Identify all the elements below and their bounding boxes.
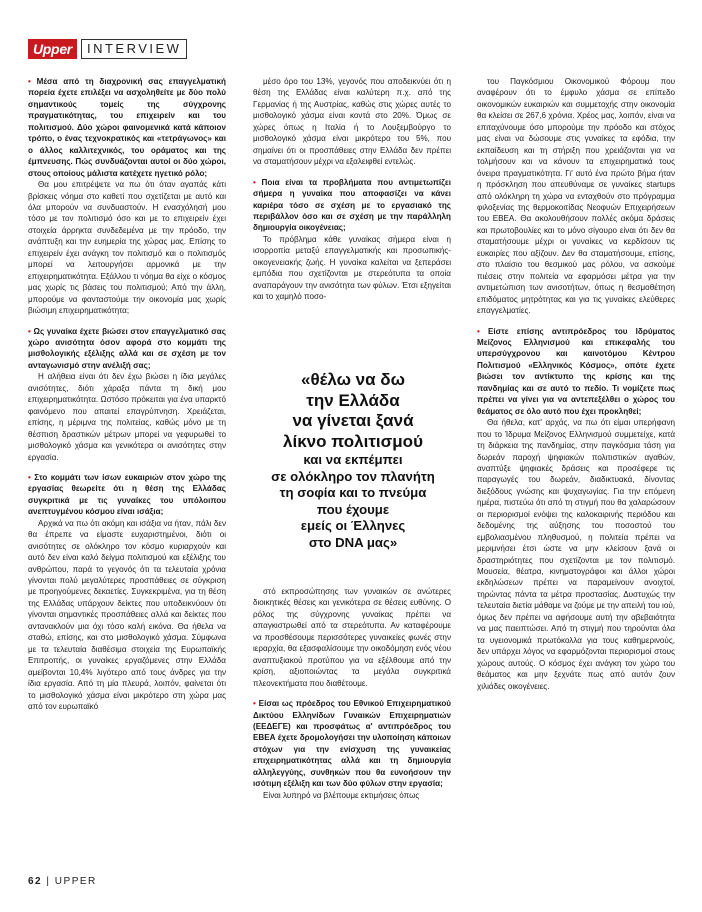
interview-question [28,472,226,518]
pull-quote-line: εμείς οι Έλληνες [300,518,406,533]
bullet-icon: • [28,77,37,86]
column-2-lower [253,586,451,801]
bullet-icon: • [28,326,34,336]
pull-quote-line: σε ολόκληρο τον πλανήτη [271,468,435,484]
answer-paragraph: Η αλήθεια είναι ότι δεν έχω βιώσει η ίδια μεγάλες ανισότητες, διότι χάραξα πάντα τη δική μου επιχειρηματικότητα. Ωστόσο πρόκειται για ένα υπαρκτό φαινόμενο που απαιτεί επαγρύπνηση. Χρειάζεται, επίσης, η μέριμνα της πολιτείας, καθώς μόνο με τη θέσπιση δραστικών μέτρων μπορεί να γεφυρωθεί το μισθολογικό χάσμα και γενικότερα οι ανισότητες στην εργασία. [28,372,226,462]
interview-question [253,698,451,790]
answer-paragraph: Το πρόβλημα κάθε γυναίκας σήμερα είναι η ισορροπία μεταξύ επαγγελματικής και προσωπικής-οικογενειακής ζωής. Η γυναίκα καλείται να ξεπεράσει εμπόδια που σχετίζονται με στερεότυπα τα οποία αναπαράγουν την ανισότητα των φύλων. Έτσι εξηγείται και το χαμηλό ποσο- [253,234,451,302]
pull-quote-line: την Ελλάδα [306,390,400,410]
answer-paragraph: Θα ήθελα, κατ' αρχάς, να πω ότι είμαι υπερήφανη που το Ίδρυμα Μείζονος Ελληνισμού συμμετείχε, κατά τη διάρκεια της πανδημίας, στην παγκόσμια τάση για δωρεάν παροχή ψηφιακών πολιτιστικών αγαθών, αναπτύξε ψηφιακές δράσεις και προσέφερε τις παραγωγές του δωρεάν, διαδικτυακά, δίνοντας διεξόδους γνώσης και ψυχαγωγίας. Για την επόμενη ημέρα, πιστεύω ότι από τη στιγμή που θα χαλαρώσουν οι περιορισμοί ενόψει της καλοκαιρινής περιόδου και δεδομένης της αύξησης του ποσοστού του εμβολιασμένου πληθυσμού, η πολιτεία πρέπει να μεριμνήσει έτσι ώστε να μην κλείσουν ξανά οι δραστηριότητες που σχετίζονται με τον πολιτισμό. Μουσεία, θέατρα, κινηματογράφοι και άλλοι χώροι εκδηλώσεων πρέπει να παραμείνουν ανοιχτοί, τηρώντας πάντα τα μέτρα προστασίας. Δυστυχώς την τελευταία διετία μάθαμε να ζούμε με την απειλή του ιού, όμως δεν πρέπει να αφήσουμε αυτή την αβεβαιότητα να μας παειπτώσει. Από τη στιγμή που τηρούνται όλα τα υγειονομικά πρωτόκολλα για τους καθημερινούς, δεν υπάρχει λόγος να εφαρμόζονται περιορισμοί στους χώρους αυτούς. Ο κόσμος έχει ανάγκη τον χώρο του θεάματος και μην ξεχνάτε πως από αυτόν ζουν χιλιάδες οικογένειες. [477,418,675,691]
pull-quote-line: και να εκπέμπει [303,452,403,467]
bullet-icon: • [253,177,262,187]
pull-quote [253,370,453,551]
bullet-icon: • [477,326,488,336]
interview-question [28,76,226,179]
question-text: Μέσα από τη διαχρονική σας επαγγελματική πορεία έχετε επιλέξει να ασχοληθείτε με δύο πολύ σημαντικούς τομείς της σύγχρονης πραγματικότητας, του επιχειρείν και του πολιτισμού. Δύο χώροι φαινομενικά κατά κάποιον τρόπο, ο ένας τεχνοκρατικός και «τετράγωνος» και ο άλλος καλλιτεχνικός, του οράματος και της έμπνευσης. Πώς συνδυάζονται αυτοί οι δύο χώροι, στους οποίους μάλιστα κατέχετε ηγετικό ρόλο; [28,77,226,178]
footer-brand: UPPER [54,876,97,887]
question-text: Είστε επίσης αντιπρόεδρος του Ιδρύματος Μείζονος Ελληνισμού και επικεφαλής του υπερσύγχρονου και καινοτόμου Κέντρου Πολιτισμού «Ελληνικός Κόσμος», οπότε έχετε βιώσει τον αντίκτυπο της κρίσης και της πανδημίας και σε αυτό το πεδίο. Τι νομίζετε πως πρέπει να γίνει για να αντεπεξέλθει ο χώρος του θεάματος σε όλο αυτό που έχει προκληθεί; [477,326,676,416]
pull-quote-line: που έχουμε [316,501,390,517]
pull-quote-line: «θέλω να δω [301,370,405,389]
column-2 [253,76,451,303]
answer-paragraph: Είναι λυπηρό να βλέπουμε εκτιμήσεις όπως [263,790,420,800]
pull-quote-line: τη σοφία και το πνεύμα [279,485,427,500]
bullet-icon: • [253,699,259,709]
page-header [28,38,187,60]
question-text: Ως γυναίκα έχετε βιώσει στον επαγγελματικό σας χώρο ανισότητα όσον αφορά στο κομμάτι της μισθολογικής εξέλιξης αλλά και σε σχέση με τον ανταγωνισμό στην ανέλιξή σας; [28,326,226,370]
pull-quote-line: στο DNA μας» [308,534,398,550]
column-1 [28,76,226,712]
interview-question [477,326,675,418]
section-label: INTERVIEW [81,39,188,59]
pull-quote-line: να γίνεται ξανά [292,411,414,430]
answer-paragraph: του Παγκόσμιου Οικονομικού Φόρουμ που αναφέρουν ότι το έμφυλο χάσμα σε επίπεδο οικονομικών ευκαιριών και συμμετοχής στην οικονομία θα κλείσει σε 267,6 χρόνια. Χρέος μας, λοιπόν, είναι να επιταχύνουμε όσο μπορούμε την πρόοδο και στόχος μας είναι να δώσουμε στις γυναίκες τα εφόδια, την εκπαίδευση και τη στήριξη που χρειάζονται για να τολμήσουν και να κάνουν τα επιχειρηματικά τους όνειρα πραγματικότητα. Γι' αυτό ένα πρώτο βήμα ήταν η πρόσκληση που απευθύναμε σε γυναίκες startups από ολόκληρη τη χώρα να ενταχθούν στο πρόγραμμα φιλοξενίας της θερμοκοιτίδας Νεοφυών Επιχειρήσεων του ΕΒΕΑ. Θα ακολουθήσουν πολλές ακόμα δράσεις και πρωτοβουλίες και το μόνο σίγουρο είναι ότι δεν θα σταματήσουμε μέχρι οι γυναίκες να κερδίσουν τις ευκαιρίες που αξίζουν. Δεν θα σταματήσουμε, επίσης, στο πλαίσιο του θεσμικού μας ρόλου, να ασκούμε πιέσεις στην πολιτεία να εφαρμόσει μέτρα για την αντιμετώπιση των ανισοτήτων, όπως η θεσμοθέτηση επιδόματος μητρότητας και για τις γυναίκες ελεύθερες επαγγελματίες. [477,77,675,316]
bullet-icon: • [28,472,35,482]
page-footer [28,876,97,887]
interview-question [253,177,451,234]
pull-quote-line: λίκνο πολιτισμού [283,431,423,451]
answer-paragraph: Θα μου επιτρέψετε να πω ότι όταν αγαπάς κάτι βρίσκεις νόημα στο καθετί που σχετίζεται με αυτό και όλα μπορούν να συνδυαστούν. Η ενασχόλησή μου τόσο με τον πολιτισμό όσο και με το επιχειρείν έχει στοιχεία άρρηκτα συνδεδεμένα με την πρόοδο, την ανάπτυξη και την ευημερία της χώρας μας. Επίσης το επιχειρείν έχει ανάγκη τον πολιτισμό και ο πολιτισμός μπορεί να λειτουργήσει αρμονικά με την επιχειρηματικότητα. Εξάλλου τι νόημα θα είχε ο κόσμος μας χωρίς τις βάσεις του πολιτισμού; Από την άλλη, μπορούμε να φανταστούμε την οικονομία μας χωρίς βιώσιμη επιχειρηματικότητα; [28,180,226,316]
upper-logo: Upper [28,39,77,59]
answer-paragraph: Αρχικά να πω ότι ακόμη και ισάξια να ήταν, πάλι δεν θα έπρεπε να είμαστε ευχαριστημένοι, διότι οι ανισότητες σε ολόκληρο τον κόσμο κυριαρχούν και αυτό δεν είναι καλό δείγμα πολιτισμού και εξέλιξης του ανθρώπου, παρά το γεγονός ότι τα τελευταία χρόνια γίνονται πολύ μεγαλύτερες προσπάθειες σε σύγκριση με προηγούμενες δεκαετίες. Συγκεκριμένα, για τη θέση της Ελλάδας υπάρχουν δείκτες που υποδεικνύουν ότι γίνονται σημαντικές προσπάθειες αλλά και δείκτες που αντανακλούν μια όχι τόσο καλή εικόνα. Θα ήθελα να σταθώ, επίσης, και στο μισθολογικό χάσμα. Σύμφωνα με τα τελευταία διαθέσιμα στοιχεία της Ευρωπαϊκής Επιτροπής, οι γυναίκες εργαζόμενες στην Ελλάδα αμείβονται 10,4% λιγότερο από τους άνδρες για την ίδια εργασία. Από τη μία πλευρά, λοιπόν, φαίνεται ότι το μισθολογικό χάσμα είναι μικρότερο στη χώρα μας από τον ευρωπαϊκό [28,518,226,712]
question-text: Στο κομμάτι των ίσων ευκαιριών στον χώρο της εργασίας θεωρείτε ότι η θέση της Ελλάδας συγκριτικά με τις γυναίκες του υπόλοιπου ανεπτυγμένου κόσμου είναι ισάξια; [28,472,226,517]
answer-paragraph: στό εκπροσώπησης των γυναικών σε ανώτερες διοικητικές θέσεις και γενικότερα σε θέσεις ευθύνης. Ο ρόλος της σύγχρονης γυναίκας πρέπει να απαγκιστρωθεί από τα στερεότυπα. Αν καταφέρουμε να προσθέσουμε περισσότερες γυναικείες φωνές στην ιεραρχία, θα εξασφαλίσουμε την οικοδόμηση ενός νέου αναπτυξιακού προτύπου για να εξέλθουμε από την κρίση, αξιοποιώντας τα μεγάλα συγκριτικά πλεονεκτήματα που διαθέτουμε. [253,587,451,688]
column-3 [477,76,675,692]
page-number: 62 [28,876,43,887]
interview-question [28,326,226,372]
answer-paragraph: μέσο όρο του 13%, γεγονός που αποδεικνύει ότι η θέση της Ελλάδας είναι καλύτερη π.χ. από της Γερμανίας ή της Αυστρίας, καθώς στις χώρες αυτές το μισθολογικό χάσμα είναι κοντά στο 20%. Όμως σε χώρες όπως η Ιταλία ή το Λουξεμβούργο το μισθολογικό χάσμα είναι μικρότερο του 5%, που σημαίνει ότι οι προσπάθειες στην Ελλάδα δεν πρέπει να σταματήσουν μέχρι να εξαλειφθεί εντελώς. [253,77,451,167]
footer-separator: | [46,876,51,887]
question-text: Είσαι ως πρόεδρος του Εθνικού Επιχειρηματικού Δικτύου Ελληνίδων Γυναικών Επιχειρηματιών (ΕΕΔΕΓΕ) και προσφάτως α' αντιπρόεδρος του ΕΒΕΑ έχετε δρομολογήσει την υλοποίηση κάποιων στόχων για την ενίσχυση της γυναικείας επιχειρηματικότητας αλλά και τη δημιουργία αλληλεγγύης, συνθηκών που θα ευνοήσουν την ισότιμη εξέλιξη και των δύο φύλων στην εργασία; [253,699,452,789]
question-text: Ποια είναι τα προβλήματα που αντιμετωπίζει σήμερα η γυναίκα που αποφασίζει να κάνει καριέρα τόσο σε σχέση με το εργασιακό της περιβάλλον όσο και σε σχέση με την παράλληλη δημιουργία οικογένειας; [253,177,451,233]
